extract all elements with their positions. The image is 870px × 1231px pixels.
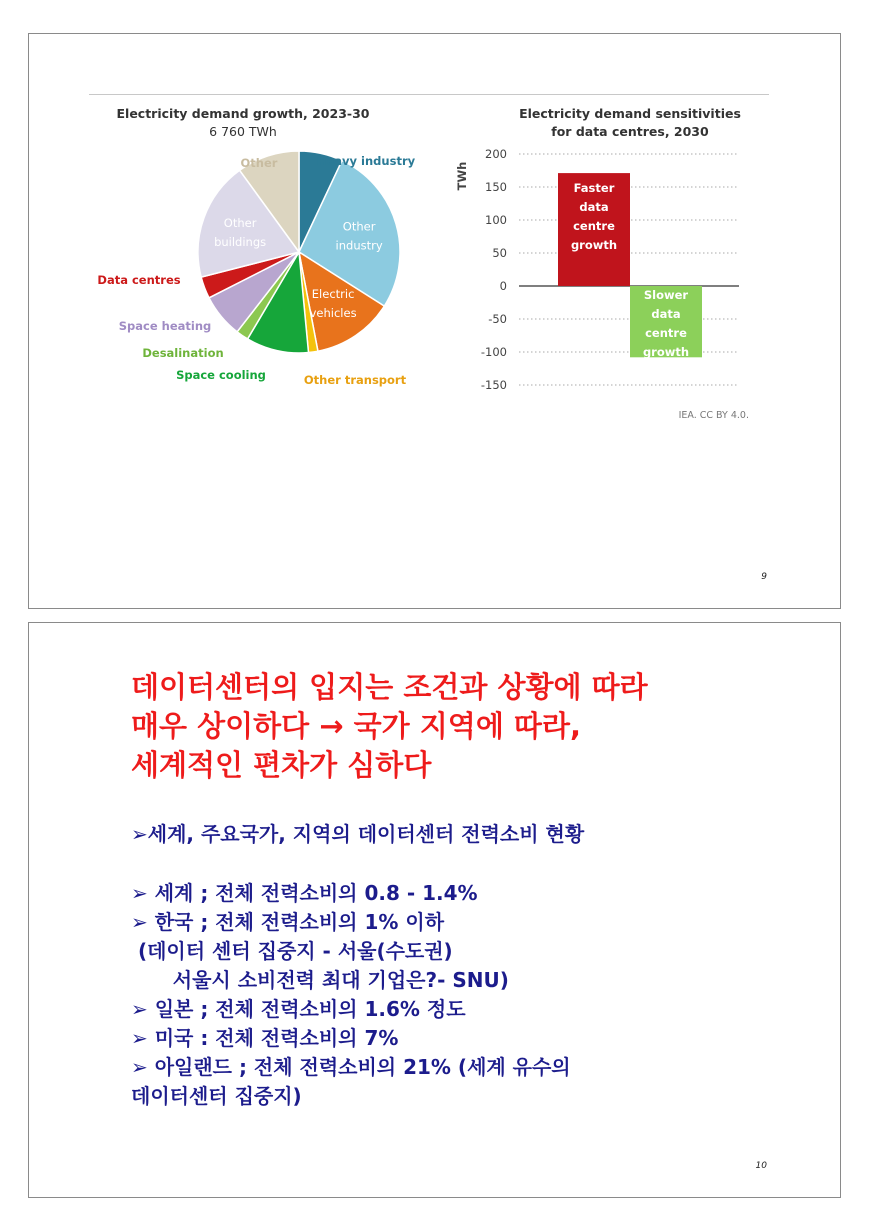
pie-label-other-buildings: Other buildings	[214, 215, 267, 249]
pie-label-desalination: Desalination	[142, 346, 224, 360]
bullet-ireland: ➢ 아일랜드 ; 전체 전력소비의 21% (세계 유수의	[131, 1055, 571, 1079]
y-tick-label: -50	[488, 312, 507, 326]
pie-label-space-heating: Space heating	[118, 319, 212, 333]
y-tick-label: -150	[480, 378, 507, 392]
bullet-korea-note-1: (데이터 센터 집중지 - 서울(수도권)	[131, 939, 453, 963]
y-tick-label: 100	[485, 213, 507, 227]
pie-label-data-centres: Data centres	[97, 273, 181, 287]
bullet-ireland-cont: 데이터센터 집중지)	[131, 1084, 302, 1108]
slide-9	[28, 33, 841, 609]
headline-line-1: 데이터센터의 입지는 조건과 상황에 따라	[131, 670, 648, 704]
y-tick-label: 200	[485, 147, 507, 161]
pie-title: Electricity demand growth, 2023-30	[116, 106, 370, 121]
y-tick-label: 50	[492, 246, 507, 260]
pie-label-space-cooling: Space cooling	[176, 368, 266, 382]
bar-label-faster-data-centre-growth: Faster data centre growth	[570, 181, 618, 253]
headline-line-2: 매우 상이하다 → 국가 지역에 따라,	[131, 709, 581, 743]
headline-line-3: 세계적인 편차가 심하다	[131, 748, 432, 782]
pie-label-other-transport: Other transport	[303, 373, 407, 387]
pie-label-heavy-industry: Heavy industry	[316, 154, 416, 168]
pie-label-electric-vehicles: Electric vehicles	[309, 287, 357, 321]
pie-label-other-industry: Other industry	[335, 219, 383, 253]
bar-label-slower-data-centre-growth: Slower data centre growth	[642, 288, 690, 359]
page-number: 9	[761, 572, 767, 582]
pie-label-other: Other	[240, 156, 278, 170]
bullet-world: ➢ 세계 ; 전체 전력소비의 0.8 - 1.4%	[131, 881, 478, 905]
y-tick-label: -100	[480, 345, 507, 359]
bullet-korea: ➢ 한국 ; 전체 전력소비의 1% 이하	[131, 910, 445, 934]
charts-figure	[29, 34, 840, 608]
slide-10	[28, 622, 841, 1198]
bullet-korea-note-2: 서울시 소비전력 최대 기업은?- SNU)	[131, 968, 509, 992]
subheading	[131, 820, 811, 849]
bar-y-ticks	[481, 147, 507, 392]
headline	[131, 668, 791, 785]
y-tick-label: 150	[485, 180, 507, 194]
credit-text: IEA. CC BY 4.0.	[678, 410, 749, 421]
page-number: 10	[755, 1161, 767, 1171]
bar-title-line-2: for data centres, 2030	[551, 124, 709, 139]
bar-y-axis-label: TWh	[455, 161, 469, 191]
bullet-japan: ➢ 일본 ; 전체 전력소비의 1.6% 정도	[131, 997, 466, 1021]
pie-subtitle: 6 760 TWh	[209, 124, 277, 139]
y-tick-label: 0	[499, 279, 507, 293]
bullet-list	[131, 879, 811, 1111]
bullet-usa: ➢ 미국 : 전체 전력소비의 7%	[131, 1026, 399, 1050]
subheading-text: ➢세계, 주요국가, 지역의 데이터센터 전력소비 현황	[131, 822, 585, 846]
bar-title-line-1: Electricity demand sensitivities	[519, 106, 741, 121]
